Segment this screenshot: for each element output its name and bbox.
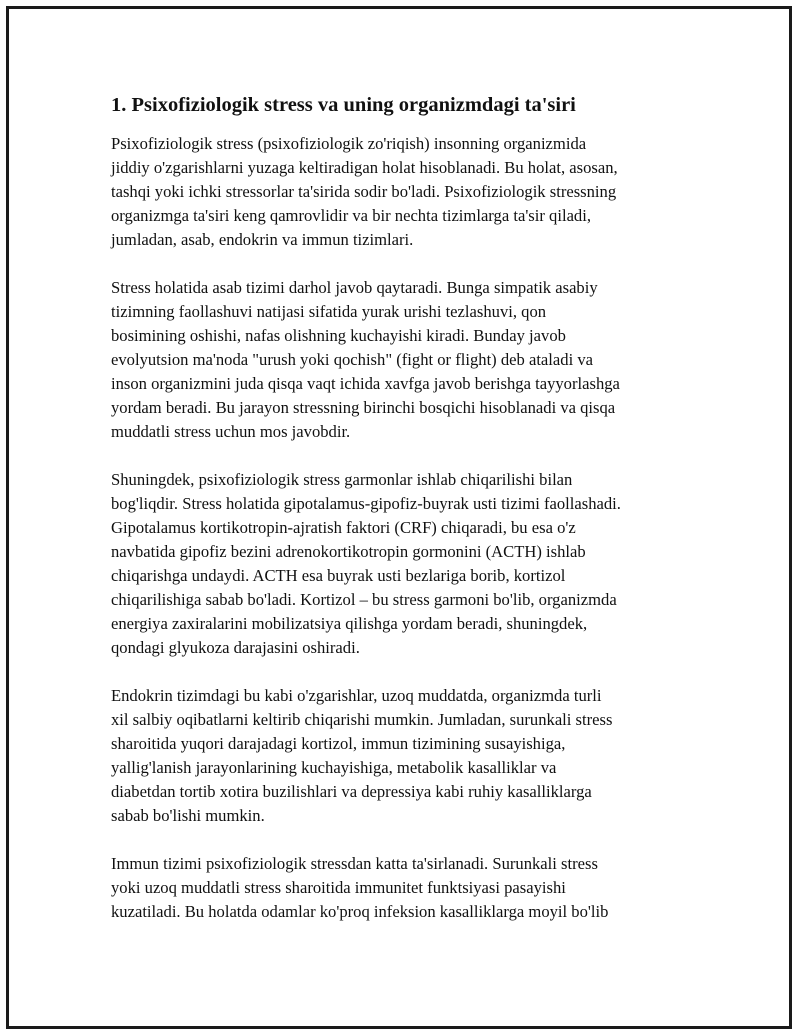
text-line: bosimining oshishi, nafas olishning kuchayishi kiradi. Bunday javob	[111, 326, 566, 345]
paragraph-2	[111, 276, 701, 444]
text-line: yordam beradi. Bu jarayon stressning birinchi bosqichi hisoblanadi va qisqa	[111, 398, 616, 417]
text-line: jiddiy o'zgarishlarni yuzaga keltiradigan holat hisoblanadi. Bu holat, asosan,	[111, 158, 618, 177]
text-line: navbatida gipofiz bezini adrenokortikotropin gormonini (ACTH) ishlab	[111, 542, 586, 561]
paragraph-3	[111, 468, 701, 660]
text-line: Psixofiziologik stress (psixofiziologik zo'riqish) insonning organizmida	[111, 134, 587, 153]
text-line: Endokrin tizimdagi bu kabi o'zgarishlar, uzoq muddatda, organizmda turli	[111, 686, 602, 705]
text-line: inson organizmini juda qisqa vaqt ichida xavfga javob berishga tayyorlashga	[111, 374, 620, 393]
text-line: Immun tizimi psixofiziologik stressdan katta ta'sirlanadi. Surunkali stress	[111, 854, 598, 873]
text-line: Stress holatida asab tizimi darhol javob qaytaradi. Bunga simpatik asabiy	[111, 278, 598, 297]
text-line: sabab bo'lishi mumkin.	[111, 806, 265, 825]
text-line: Shuningdek, psixofiziologik stress garmonlar ishlab chiqarilishi bilan	[111, 470, 573, 489]
text-line: Gipotalamus kortikotropin-ajratish faktori (CRF) chiqaradi, bu esa o'z	[111, 518, 576, 537]
text-line: xil salbiy oqibatlarni keltirib chiqarishi mumkin. Jumladan, surunkali stress	[111, 710, 613, 729]
text-line: bog'liqdir. Stress holatida gipotalamus-gipofiz-buyrak usti tizimi faollashadi.	[111, 494, 621, 513]
text-line: organizmga ta'siri keng qamrovlidir va bir nechta tizimlarga ta'sir qiladi,	[111, 206, 591, 225]
text-line: jumladan, asab, endokrin va immun tizimlari.	[111, 230, 414, 249]
text-line: sharoitida yuqori darajadagi kortizol, immun tizimining susayishiga,	[111, 734, 566, 753]
text-line: diabetdan tortib xotira buzilishlari va depressiya kabi ruhiy kasalliklarga	[111, 782, 592, 801]
text-line: chiqarishga undaydi. ACTH esa buyrak usti bezlariga borib, kortizol	[111, 566, 566, 585]
text-line: yallig'lanish jarayonlarining kuchayishiga, metabolik kasalliklar va	[111, 758, 557, 777]
paragraph-1	[111, 132, 701, 252]
paragraph-5	[111, 852, 701, 924]
text-line: qondagi glyukoza darajasini oshiradi.	[111, 638, 360, 657]
text-line: tashqi yoki ichki stressorlar ta'sirida sodir bo'ladi. Psixofiziologik stressning	[111, 182, 617, 201]
text-line: chiqarilishiga sabab bo'ladi. Kortizol – bu stress garmoni bo'lib, organizmda	[111, 590, 617, 609]
text-line: tizimning faollashuvi natijasi sifatida yurak urishi tezlashuvi, qon	[111, 302, 547, 321]
text-line: kuzatiladi. Bu holatda odamlar ko'proq infeksion kasalliklarga moyil bo'lib	[111, 902, 609, 921]
text-line: muddatli stress uchun mos javobdir.	[111, 422, 351, 441]
text-line: evolyutsion ma'noda "urush yoki qochish" (fight or flight) deb ataladi va	[111, 350, 593, 369]
section-heading: 1. Psixofiziologik stress va uning organizmdagi ta'siri	[111, 94, 576, 116]
text-line: energiya zaxiralarini mobilizatsiya qilishga yordam beradi, shuningdek,	[111, 614, 588, 633]
text-line: yoki uzoq muddatli stress sharoitida immunitet funktsiyasi pasayishi	[111, 878, 566, 897]
document-body	[111, 92, 701, 948]
paragraph-4	[111, 684, 701, 828]
